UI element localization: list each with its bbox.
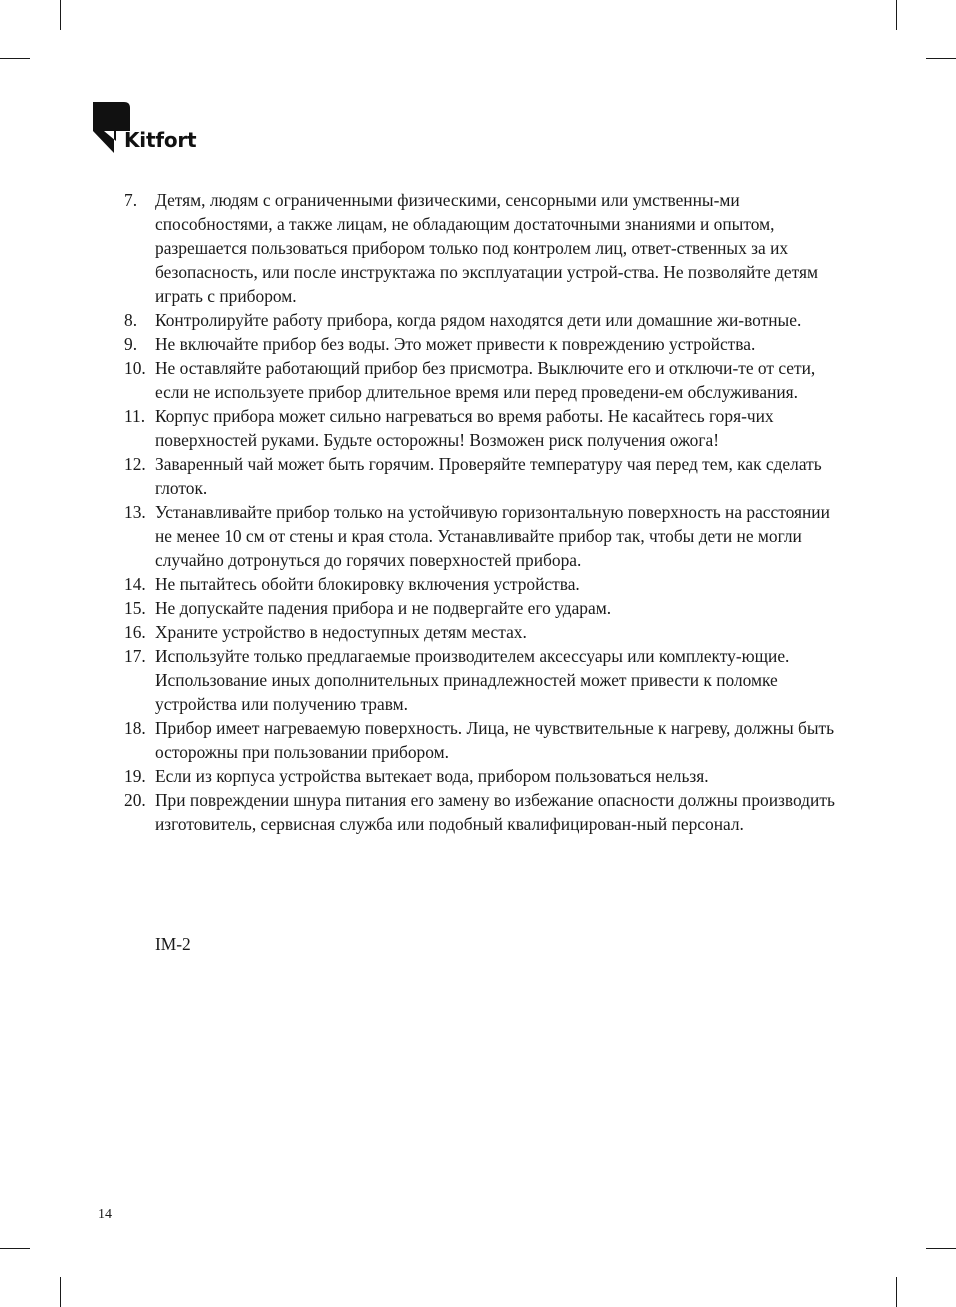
list-item (124, 596, 844, 620)
crop-mark (896, 1277, 897, 1307)
safety-instructions-list (124, 188, 844, 836)
item-text: При повреждении шнура питания его замену во избежание опасности должны производить изготовитель, сервисная служба или подобный квалифицирован-ный персонал. (155, 790, 835, 834)
item-text: Детям, людям с ограниченными физическими, сенсорными или умственны-ми способностями, а также лицам, не обладающим достаточными знаниями и опытом, разрешается пользоваться прибором только под контролем лиц, ответ-ственных за их безопасность, или после инструктажа по эксплуатации устрой-ства. Не позволяйте детям играть с прибором. (155, 190, 818, 306)
model-code: IM-2 (155, 934, 191, 954)
brand-logo (92, 101, 222, 157)
item-number: 8. (124, 310, 138, 330)
item-text: Не оставляйте работающий прибор без присмотра. Выключите его и отключи-те от сети, если не используете прибор длительное время или перед проведени-ем обслуживания. (155, 358, 816, 402)
item-number: 18. (124, 718, 146, 738)
page-number: 14 (98, 1207, 112, 1222)
item-number: 19. (124, 766, 146, 786)
item-text: Корпус прибора может сильно нагреваться во время работы. Не касайтесь горя-чих поверхностей руками. Будьте осторожны! Возможен риск получения ожога! (155, 406, 774, 450)
crop-mark (0, 58, 30, 59)
item-number: 12. (124, 454, 146, 474)
item-text: Не пытайтесь обойти блокировку включения устройства. (155, 574, 580, 594)
list-item (124, 332, 844, 356)
item-text: Не включайте прибор без воды. Это может привести к повреждению устройства. (155, 334, 756, 354)
list-item (124, 356, 844, 404)
item-number: 10. (124, 358, 146, 378)
list-item (124, 716, 844, 764)
item-text: Прибор имеет нагреваемую поверхность. Лица, не чувствительные к нагреву, должны быть осторожны при пользовании прибором. (155, 718, 835, 762)
item-text: Используйте только предлагаемые производителем аксессуары или комплекту-ющие. Использование иных дополнительных принадлежностей может привести к поломке устройства или получению травм. (155, 646, 790, 714)
crop-mark (0, 1248, 30, 1249)
list-item (124, 308, 844, 332)
list-item (124, 452, 844, 500)
list-item (124, 188, 844, 308)
item-number: 13. (124, 502, 146, 522)
item-text: Устанавливайте прибор только на устойчивую горизонтальную поверхность на расстоянии не менее 10 см от стены и края стола. Устанавливайте прибор так, чтобы дети не могли случайно дотронуться до горячих поверхностей прибора. (155, 502, 830, 570)
crop-mark (926, 1248, 956, 1249)
item-number: 9. (124, 334, 138, 354)
item-text: Контролируйте работу прибора, когда рядом находятся дети или домашние жи-вотные. (155, 310, 802, 330)
crop-mark (926, 58, 956, 59)
crop-mark (60, 0, 61, 30)
item-number: 7. (124, 190, 138, 210)
list-item (124, 764, 844, 788)
list-item (124, 572, 844, 596)
brand-name: Kitfort (124, 128, 197, 152)
item-number: 11. (124, 406, 146, 426)
crop-mark (60, 1277, 61, 1307)
item-number: 14. (124, 574, 146, 594)
list-item (124, 620, 844, 644)
item-text: Не допускайте падения прибора и не подвергайте его ударам. (155, 598, 612, 618)
list-item (124, 500, 844, 572)
item-number: 17. (124, 646, 146, 666)
item-text: Заваренный чай может быть горячим. Проверяйте температуру чая перед тем, как сделать глоток. (155, 454, 822, 498)
list-item (124, 404, 844, 452)
list-item (124, 788, 844, 836)
list-item (124, 644, 844, 716)
crop-mark (896, 0, 897, 30)
item-text: Храните устройство в недоступных детям местах. (155, 622, 527, 642)
item-number: 16. (124, 622, 146, 642)
item-number: 20. (124, 790, 146, 810)
item-text: Если из корпуса устройства вытекает вода, прибором пользоваться нельзя. (155, 766, 709, 786)
item-number: 15. (124, 598, 146, 618)
